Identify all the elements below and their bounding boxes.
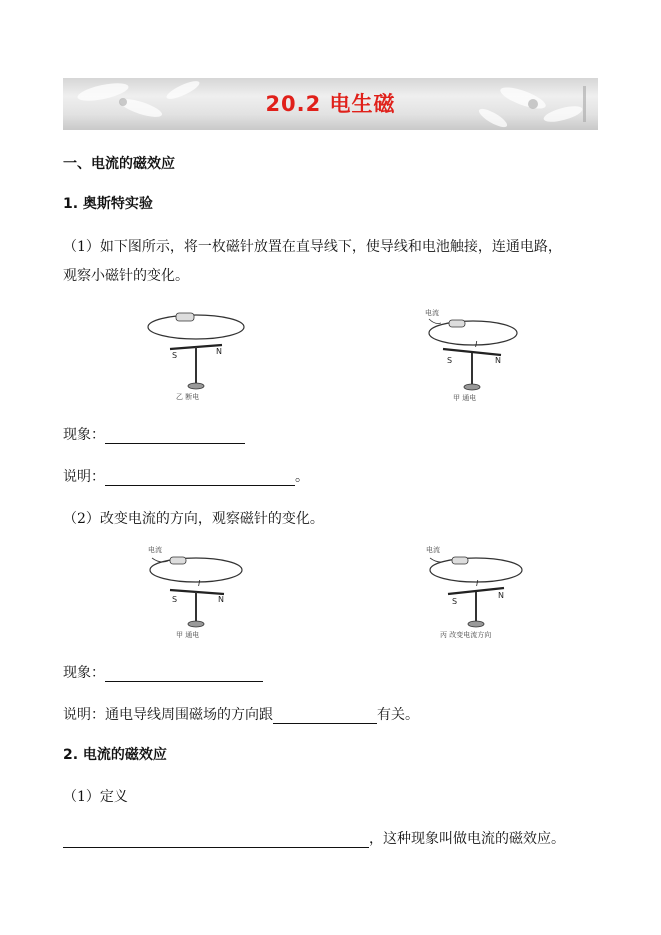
svg-text:丙 改变电流方向: 丙 改变电流方向: [440, 631, 492, 639]
svg-text:甲 通电: 甲 通电: [176, 631, 200, 639]
svg-text:I: I: [198, 579, 201, 588]
figure-power-on: [415, 303, 530, 403]
definition-label: （1）定义: [63, 789, 128, 805]
definition-blank[interactable]: [63, 833, 369, 848]
figure-current-on: [140, 540, 250, 640]
page-title: 20.2 电生磁: [265, 92, 396, 116]
svg-text:甲 通电: 甲 通电: [453, 394, 477, 402]
phenomenon-blank[interactable]: [105, 429, 245, 444]
q2-text: （2）改变电流的方向，观察磁针的变化。: [63, 511, 324, 527]
svg-text:电流: 电流: [148, 546, 162, 554]
svg-text:N: N: [498, 591, 504, 600]
battery-icon: [176, 313, 194, 321]
figure-power-off: [140, 302, 250, 402]
phenomenon-blank[interactable]: [105, 667, 263, 682]
item1-heading: 1. 奥斯特实验: [63, 196, 153, 212]
svg-text:N: N: [495, 356, 501, 365]
q1-explanation: 说明： 。: [63, 469, 309, 485]
definition-line: ，这种现象叫做电流的磁效应。: [63, 828, 565, 848]
explanation-blank[interactable]: [273, 709, 377, 724]
svg-text:乙 断电: 乙 断电: [176, 393, 200, 401]
q1-text-line2: 观察小磁针的变化。: [63, 268, 189, 284]
item2-heading: 2. 电流的磁效应: [63, 747, 167, 763]
q1-text-line1: （1）如下图所示，将一枚磁针放置在直导线下，使导线和电池触接，连通电路，: [63, 239, 562, 255]
battery-icon: [449, 320, 465, 327]
battery-icon: [170, 557, 186, 564]
explanation-blank[interactable]: [105, 471, 295, 486]
svg-text:I: I: [476, 579, 479, 588]
svg-text:电流: 电流: [426, 546, 440, 554]
svg-text:电流: 电流: [425, 309, 439, 317]
svg-text:S: S: [172, 351, 178, 360]
svg-text:S: S: [172, 595, 178, 604]
svg-text:N: N: [218, 595, 224, 604]
battery-icon: [452, 557, 468, 564]
q2-phenomenon: 现象：: [63, 662, 263, 682]
title-banner: [63, 78, 598, 130]
svg-text:S: S: [447, 356, 453, 365]
section-heading: 一、电流的磁效应: [63, 156, 175, 172]
svg-text:I: I: [475, 340, 478, 349]
q2-explanation: 说明：通电导线周围磁场的方向跟 有关。: [63, 707, 419, 723]
svg-text:N: N: [216, 347, 222, 356]
svg-text:S: S: [452, 597, 458, 606]
figure-current-reversed: [418, 540, 538, 640]
q1-phenomenon: 现象：: [63, 424, 245, 444]
